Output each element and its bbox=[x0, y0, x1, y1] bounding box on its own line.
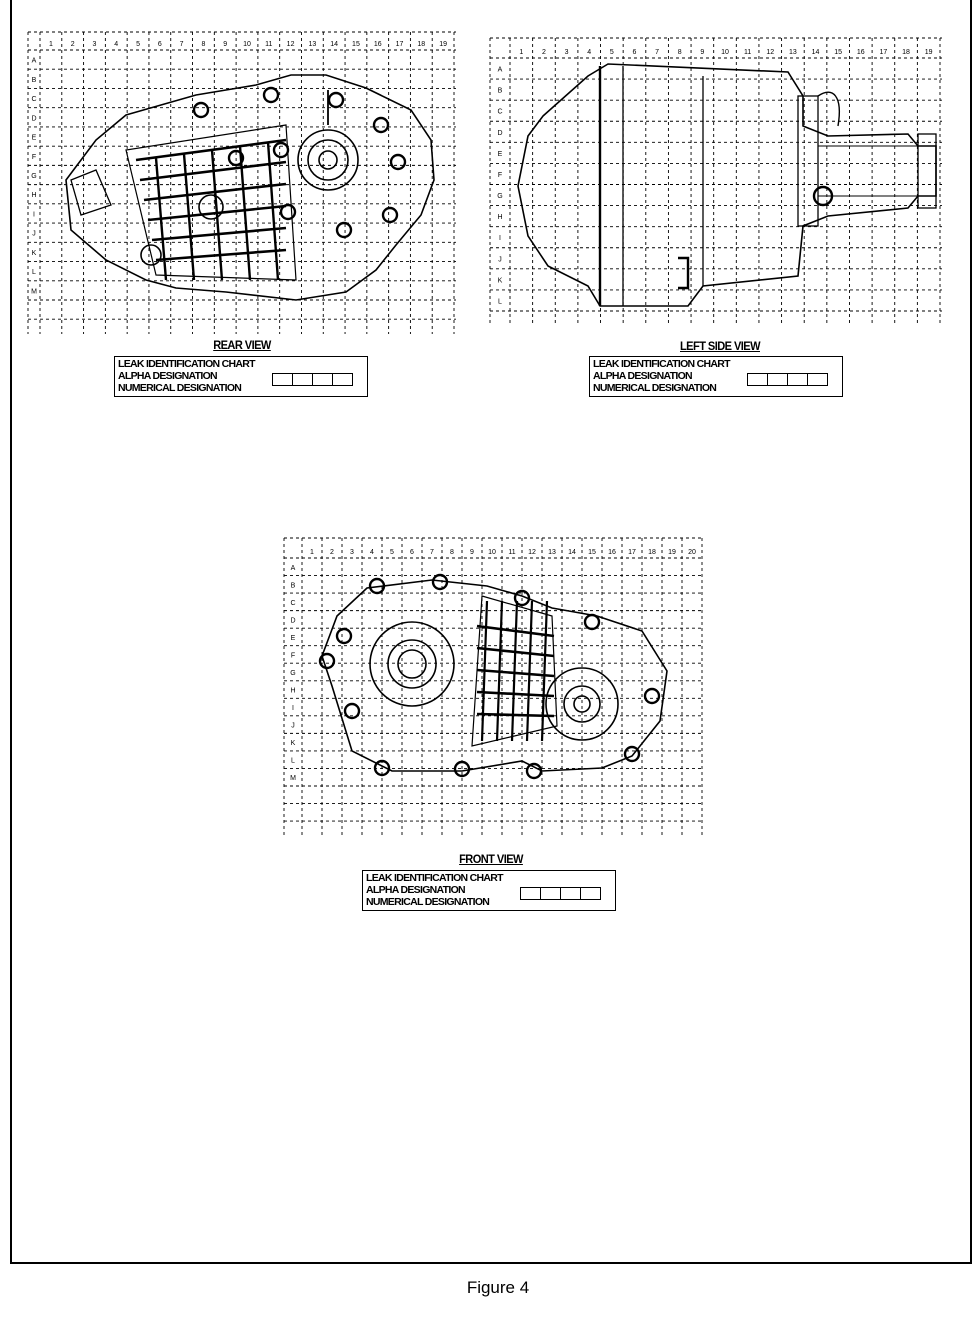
column-label: 6 bbox=[410, 549, 414, 556]
leak-chart-title: LEAK IDENTIFICATION CHART bbox=[118, 358, 255, 370]
column-label: 17 bbox=[395, 41, 404, 48]
column-label: 12 bbox=[766, 49, 775, 56]
column-label: 10 bbox=[243, 41, 251, 48]
row-label: B bbox=[290, 582, 296, 590]
column-label: 19 bbox=[439, 41, 448, 48]
leak-chart-title: LEAK IDENTIFICATION CHART bbox=[366, 872, 503, 884]
row-label: F bbox=[290, 652, 296, 660]
column-label: 1 bbox=[48, 41, 53, 48]
column-label: 15 bbox=[352, 41, 360, 48]
row-label: I bbox=[292, 705, 294, 713]
designation-boxes bbox=[272, 373, 353, 386]
front-housing-outline bbox=[320, 575, 667, 778]
alpha-designation-label: ALPHA DESIGNATION bbox=[366, 884, 465, 896]
row-label: C bbox=[497, 108, 503, 116]
designation-box bbox=[768, 374, 788, 385]
grid-lines bbox=[284, 538, 704, 838]
designation-boxes bbox=[520, 887, 601, 900]
column-label: 9 bbox=[700, 49, 705, 56]
column-label: 3 bbox=[564, 49, 569, 56]
row-label: H bbox=[497, 214, 503, 222]
column-label: 11 bbox=[508, 549, 516, 556]
alpha-designation-label: ALPHA DESIGNATION bbox=[593, 370, 692, 382]
row-label: M bbox=[31, 288, 37, 296]
designation-box bbox=[273, 374, 293, 385]
left-side-leak-identification-chart bbox=[589, 356, 843, 397]
column-label: 16 bbox=[608, 549, 616, 556]
column-label: 8 bbox=[201, 41, 206, 48]
row-label: D bbox=[497, 129, 503, 137]
row-label: D bbox=[31, 115, 37, 123]
column-label: 14 bbox=[811, 49, 820, 56]
row-label: G bbox=[290, 670, 296, 677]
column-label: 4 bbox=[370, 549, 374, 556]
column-label: 18 bbox=[648, 549, 656, 556]
left-side-view-diagram bbox=[488, 36, 944, 328]
designation-boxes bbox=[747, 373, 828, 386]
rear-housing-outline bbox=[66, 75, 434, 300]
designation-box bbox=[581, 888, 600, 899]
left-side-view-title: LEFT SIDE VIEW bbox=[679, 339, 760, 353]
designation-box bbox=[788, 374, 808, 385]
column-label: 2 bbox=[70, 41, 75, 48]
row-label: G bbox=[31, 173, 37, 180]
column-label: 4 bbox=[114, 41, 119, 48]
row-label: D bbox=[290, 617, 296, 625]
column-label: 14 bbox=[568, 549, 576, 556]
designation-box bbox=[521, 888, 541, 899]
column-label: 13 bbox=[548, 549, 556, 556]
column-label: 19 bbox=[668, 549, 676, 556]
front-view-grid-svg bbox=[282, 536, 706, 840]
column-label: 18 bbox=[417, 41, 426, 48]
column-label: 2 bbox=[330, 549, 334, 556]
column-label: 17 bbox=[879, 49, 888, 56]
column-label: 16 bbox=[373, 41, 382, 48]
numerical-designation-label: NUMERICAL DESIGNATION bbox=[593, 382, 717, 394]
row-label: H bbox=[31, 192, 37, 200]
rear-view-grid-svg bbox=[26, 30, 458, 336]
column-label: 12 bbox=[286, 41, 295, 48]
row-label: I bbox=[33, 211, 35, 219]
column-label: 13 bbox=[308, 41, 317, 48]
column-label: 8 bbox=[677, 49, 682, 56]
column-label: 6 bbox=[157, 41, 162, 48]
row-label: F bbox=[497, 171, 503, 179]
designation-box bbox=[808, 374, 827, 385]
column-label: 3 bbox=[92, 41, 97, 48]
column-label: 10 bbox=[488, 549, 496, 556]
row-label: H bbox=[290, 687, 296, 695]
column-label: 17 bbox=[628, 549, 636, 556]
column-label: 4 bbox=[587, 49, 592, 56]
column-label: 14 bbox=[330, 41, 339, 48]
front-view-title: FRONT VIEW bbox=[459, 852, 523, 866]
row-label: J bbox=[32, 230, 36, 238]
column-label: 11 bbox=[265, 41, 273, 48]
column-label: 1 bbox=[310, 549, 314, 556]
row-label: J bbox=[291, 722, 295, 730]
row-label: E bbox=[290, 634, 296, 642]
rear-view-diagram bbox=[26, 30, 458, 336]
row-label: E bbox=[497, 150, 503, 158]
column-label: 7 bbox=[430, 549, 434, 556]
column-label: 6 bbox=[632, 49, 637, 56]
column-label: 20 bbox=[688, 549, 696, 556]
column-label: 15 bbox=[834, 49, 843, 56]
row-label: K bbox=[31, 249, 37, 257]
row-label: A bbox=[290, 564, 296, 572]
designation-box bbox=[561, 888, 581, 899]
column-label: 15 bbox=[588, 549, 596, 556]
row-label: A bbox=[31, 57, 37, 65]
rear-view-title: REAR VIEW bbox=[213, 338, 271, 352]
designation-box bbox=[748, 374, 768, 385]
row-label: A bbox=[497, 66, 503, 74]
designation-box bbox=[333, 374, 352, 385]
row-label: J bbox=[498, 256, 502, 264]
column-label: 9 bbox=[470, 549, 474, 556]
row-label: M bbox=[290, 775, 296, 783]
column-label: 12 bbox=[528, 549, 536, 556]
rear-leak-identification-chart bbox=[114, 356, 368, 397]
figure-caption: Figure 4 bbox=[466, 1278, 530, 1297]
row-label: C bbox=[290, 599, 296, 607]
column-label: 9 bbox=[223, 41, 228, 48]
column-label: 5 bbox=[609, 49, 614, 56]
row-label: I bbox=[499, 235, 501, 243]
designation-box bbox=[313, 374, 333, 385]
numerical-designation-label: NUMERICAL DESIGNATION bbox=[366, 896, 490, 908]
designation-box bbox=[541, 888, 561, 899]
column-label: 19 bbox=[924, 49, 933, 56]
column-label: 11 bbox=[743, 49, 752, 56]
column-label: 7 bbox=[655, 49, 660, 56]
row-label: B bbox=[31, 76, 37, 84]
column-label: 5 bbox=[136, 41, 141, 48]
column-label: 18 bbox=[902, 49, 910, 56]
alpha-designation-label: ALPHA DESIGNATION bbox=[118, 370, 217, 382]
column-label: 8 bbox=[450, 549, 454, 556]
front-view-diagram bbox=[282, 536, 706, 840]
row-label: F bbox=[31, 153, 37, 161]
column-label: 2 bbox=[541, 49, 546, 56]
leak-chart-title: LEAK IDENTIFICATION CHART bbox=[593, 358, 730, 370]
column-label: 16 bbox=[856, 49, 865, 56]
column-label: 13 bbox=[788, 49, 797, 56]
numerical-designation-label: NUMERICAL DESIGNATION bbox=[118, 382, 242, 394]
column-label: 7 bbox=[179, 41, 184, 48]
row-label: K bbox=[290, 740, 296, 748]
row-label: L bbox=[498, 298, 502, 306]
column-label: 5 bbox=[390, 549, 394, 556]
row-label: B bbox=[497, 87, 503, 95]
left-side-view-grid-svg bbox=[488, 36, 944, 328]
row-label: L bbox=[32, 269, 36, 277]
designation-box bbox=[293, 374, 313, 385]
row-label: K bbox=[497, 277, 503, 285]
row-label: L bbox=[291, 757, 295, 765]
column-label: 3 bbox=[350, 549, 354, 556]
column-label: 1 bbox=[519, 49, 524, 56]
row-label: G bbox=[497, 193, 503, 201]
column-label: 10 bbox=[721, 49, 729, 56]
grid-lines bbox=[490, 38, 942, 326]
front-leak-identification-chart bbox=[362, 870, 616, 911]
row-label: C bbox=[31, 96, 37, 104]
row-label: E bbox=[31, 134, 37, 142]
